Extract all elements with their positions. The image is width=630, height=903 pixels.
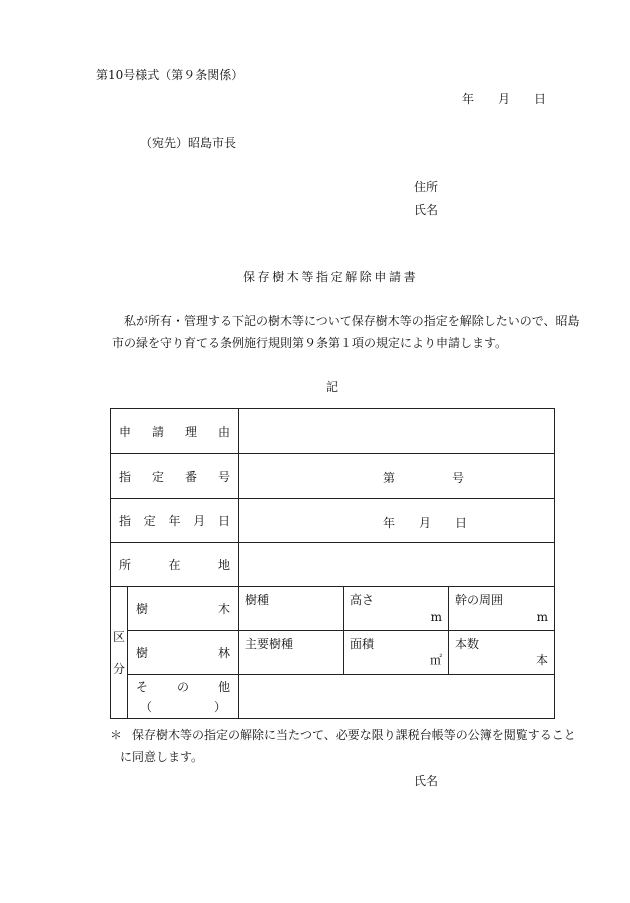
location-row: [111, 543, 555, 587]
reason-label: 申 請 理 由: [111, 409, 239, 454]
application-table: [110, 408, 555, 719]
forest-area-field[interactable]: [344, 631, 449, 675]
other-field[interactable]: [239, 675, 555, 719]
tree-girth-field[interactable]: [449, 587, 555, 631]
tree-height-label: 高さ: [350, 593, 375, 607]
body-line-2: 市の緑を守り育てる条例施行規則第９条第１項の規定により申請します。: [112, 336, 508, 350]
tree-height-field[interactable]: [344, 587, 449, 631]
tree-height-unit: m: [430, 610, 442, 624]
forest-species-label: 主要樹種: [245, 637, 294, 651]
applicant-name-label: 氏名: [414, 203, 439, 217]
category-label: 区 分: [111, 587, 128, 719]
signature-label: 氏名: [414, 774, 439, 788]
address-label: 住所: [414, 180, 439, 194]
reason-row: [111, 409, 555, 454]
reason-field[interactable]: [239, 409, 555, 454]
date-month: 月: [419, 516, 432, 530]
forest-label: 樹 林: [128, 631, 239, 675]
date-row: [111, 499, 555, 543]
tree-row: [111, 587, 555, 631]
number-row: [111, 454, 555, 499]
forest-area-label: 面積: [350, 637, 375, 651]
other-label: そ の 他 （ ）: [128, 675, 239, 719]
number-go: 号: [452, 471, 465, 485]
forest-area-unit: ㎡: [429, 653, 442, 667]
tree-species-field[interactable]: [239, 587, 344, 631]
tree-label: 樹 木: [128, 587, 239, 631]
forest-species-field[interactable]: [239, 631, 344, 675]
date-label: 指 定 年 月 日: [111, 499, 239, 543]
note-line-1: 保存樹木等の指定の解除に当たつて、必要な限り課税台帳等の公簿を閲覧すること: [132, 728, 576, 742]
number-field[interactable]: [239, 454, 555, 499]
header-date-day: 日: [534, 92, 547, 106]
tree-girth-unit: m: [536, 610, 549, 624]
date-day: 日: [455, 516, 468, 530]
tree-girth-label: 幹の周囲: [455, 593, 504, 607]
forest-row: [111, 631, 555, 675]
date-year: 年: [383, 516, 396, 530]
document-title: 保存樹木等指定解除申請書: [243, 270, 419, 284]
ki-heading: 記: [326, 380, 339, 394]
forest-count-label: 本数: [455, 637, 480, 651]
note-mark: ＊: [110, 728, 123, 742]
body-line-1: 私が所有・管理する下記の樹木等について保存樹木等の指定を解除したいので、昭島: [124, 314, 580, 328]
header-date-year: 年: [462, 92, 475, 106]
other-paren-open: （: [140, 699, 153, 714]
header-date-month: 月: [498, 92, 511, 106]
addressee: （宛先）昭島市長: [140, 136, 237, 150]
date-field[interactable]: [239, 499, 555, 543]
forest-count-unit: 本: [536, 653, 549, 667]
location-field[interactable]: [239, 543, 555, 587]
other-row: [111, 675, 555, 719]
note-line-2: に同意します。: [120, 750, 204, 764]
location-label: 所 在 地: [111, 543, 239, 587]
tree-species-label: 樹種: [245, 593, 270, 607]
number-dai: 第: [383, 471, 396, 485]
other-paren-close: ）: [213, 699, 226, 714]
form-number: 第10号様式（第９条関係）: [96, 68, 244, 82]
forest-count-field[interactable]: [449, 631, 555, 675]
number-label: 指 定 番 号: [111, 454, 239, 499]
